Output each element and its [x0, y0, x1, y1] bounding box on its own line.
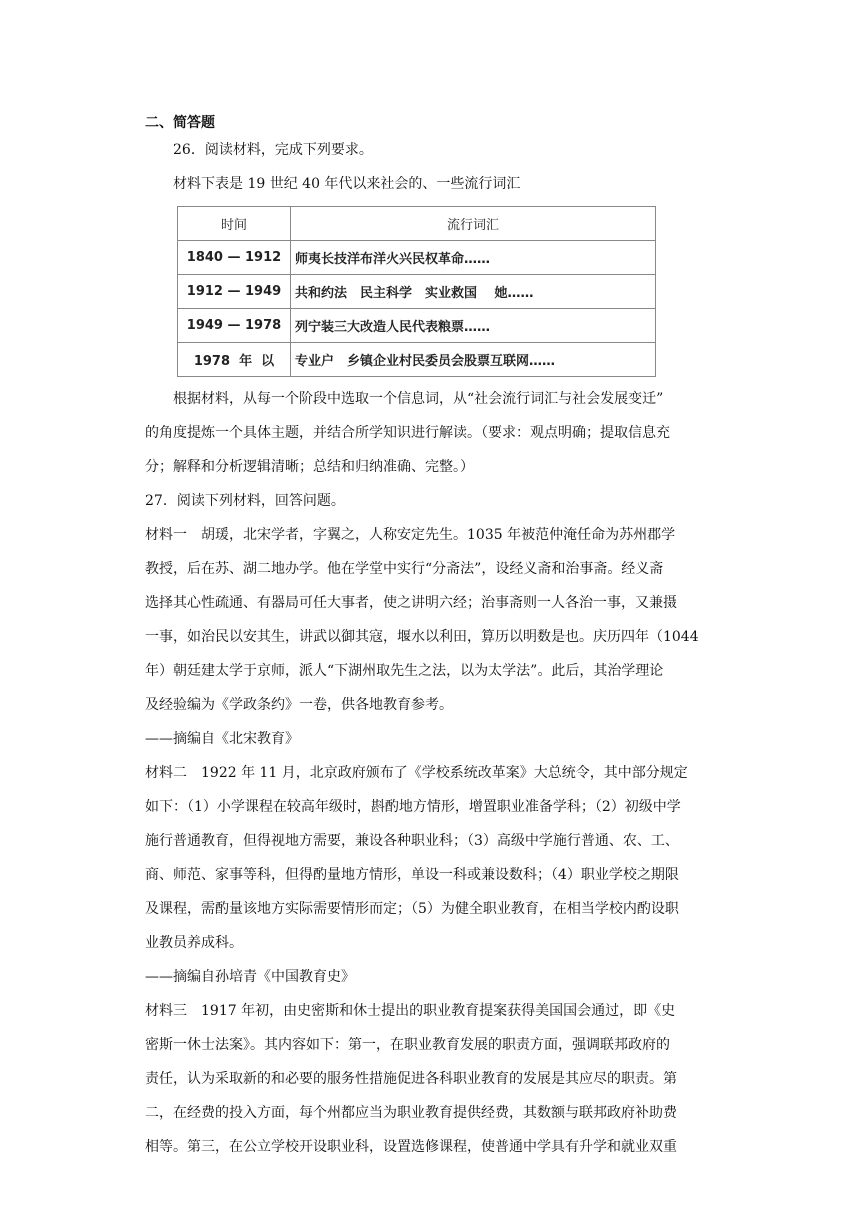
q27-material-1 [145, 518, 715, 756]
q26-requirement [145, 382, 715, 484]
text-line: 相等。第三，在公立学校开设职业科，设置选修课程，使普通中学具有升学和就业双重 [145, 1139, 677, 1155]
text-line: 一事，如治民以安其生，讲武以御其寇，堰水以利田，算历以明数是也。庆历四年（1044 [145, 629, 699, 645]
text-line: 选择其心性疏通、有器局可任大事者，使之讲明六经；治事斋则一人各治一事，又兼摄 [145, 595, 677, 611]
text-line: 的角度提炼一个具体主题，并结合所学知识进行解读。（要求：观点明确；提取信息充 [145, 425, 670, 441]
header-period: 时间 [178, 207, 291, 241]
text-line: 及课程，需酌量该地方实际需要情形而定；（5）为健全职业教育，在相当学校内酌设职 [145, 901, 679, 917]
text-line: 责任，认为采取新的和必要的服务性措施促进各科职业教育的发展是其应尽的职责。第 [145, 1071, 677, 1087]
text-line: 及经验编为《学政条约》一卷，供各地教育参考。 [145, 697, 453, 713]
table-row [178, 343, 656, 377]
row-period: 1912 — 1949 [178, 275, 291, 309]
text-line: 二，在经费的投入方面，每个州都应当为职业教育提供经费，其数额与联邦政府补助费 [145, 1105, 677, 1121]
table-row [178, 309, 656, 343]
row-words: 列宁装三大改造人民代表粮票…… [291, 309, 656, 343]
text-line: 教授，后在苏、湖二地办学。他在学堂中实行“分斋法”，设经义斋和治事斋。经义斋 [145, 561, 664, 577]
row-period: 1978 年 以 [178, 343, 291, 377]
source-citation: ——摘编自《北宋教育》 [145, 731, 299, 747]
text-line: 材料一 胡瑗，北宋学者，字翼之，人称安定先生。1035 年被范仲淹任命为苏州郡学 [145, 527, 676, 543]
text-line: 密斯一休士法案》。其内容如下：第一，在职业教育发展的职责方面，强调联邦政府的 [145, 1037, 670, 1053]
row-words: 共和约法 民主科学 实业救国 她…… [291, 275, 656, 309]
section-title: 二、简答题 [145, 115, 215, 131]
row-words: 师夷长技洋布洋火兴民权革命…… [291, 241, 656, 275]
table-header-row [178, 207, 656, 241]
text-line: 材料三 1917 年初，由史密斯和休士提出的职业教育提案获得美国国会通过，即《史 [145, 1003, 676, 1019]
table-row [178, 275, 656, 309]
text-line: 业教员养成科。 [145, 935, 243, 951]
text-line: 分；解释和分析逻辑清晰；总结和归纳准确、完整。） [145, 459, 474, 475]
text-line: 商、师范、家事等科，但得酌量地方情形，单设一科或兼设数科；（4）职业学校之期限 [145, 867, 679, 883]
q27-material-3 [145, 994, 715, 1164]
q27-intro: 27．阅读下列材料，回答问题。 [145, 493, 345, 509]
header-words: 流行词汇 [291, 207, 656, 241]
vocab-table [177, 206, 656, 377]
q26-intro: 26．阅读材料，完成下列要求。 [173, 142, 373, 158]
row-period: 1949 — 1978 [178, 309, 291, 343]
text-line: 材料二 1922 年 11 月，北京政府颁布了《学校系统改革案》大总统令，其中部分规定 [145, 765, 688, 781]
q26-material-intro: 材料下表是 19 世纪 40 年代以来社会的、一些流行词汇 [173, 176, 521, 192]
row-words: 专业户 乡镇企业村民委员会股票互联网…… [291, 343, 656, 377]
text-line: 根据材料，从每一个阶段中选取一个信息词，从“社会流行词汇与社会发展变迁” [173, 391, 664, 407]
row-period: 1840 — 1912 [178, 241, 291, 275]
text-line: 施行普通教育，但得视地方需要，兼设各种职业科；（3）高级中学施行普通、农、工、 [145, 833, 679, 849]
table-row [178, 241, 656, 275]
text-line: 如下：（1）小学课程在较高年级时，斟酌地方情形，增置职业准备学科；（2）初级中学 [145, 799, 681, 815]
q27-material-2 [145, 756, 715, 994]
text-line: 年）朝廷建太学于京师，派人“下湖州取先生之法，以为太学法”。此后，其治学理论 [145, 663, 664, 679]
source-citation: ——摘编自孙培青《中国教育史》 [145, 969, 355, 985]
